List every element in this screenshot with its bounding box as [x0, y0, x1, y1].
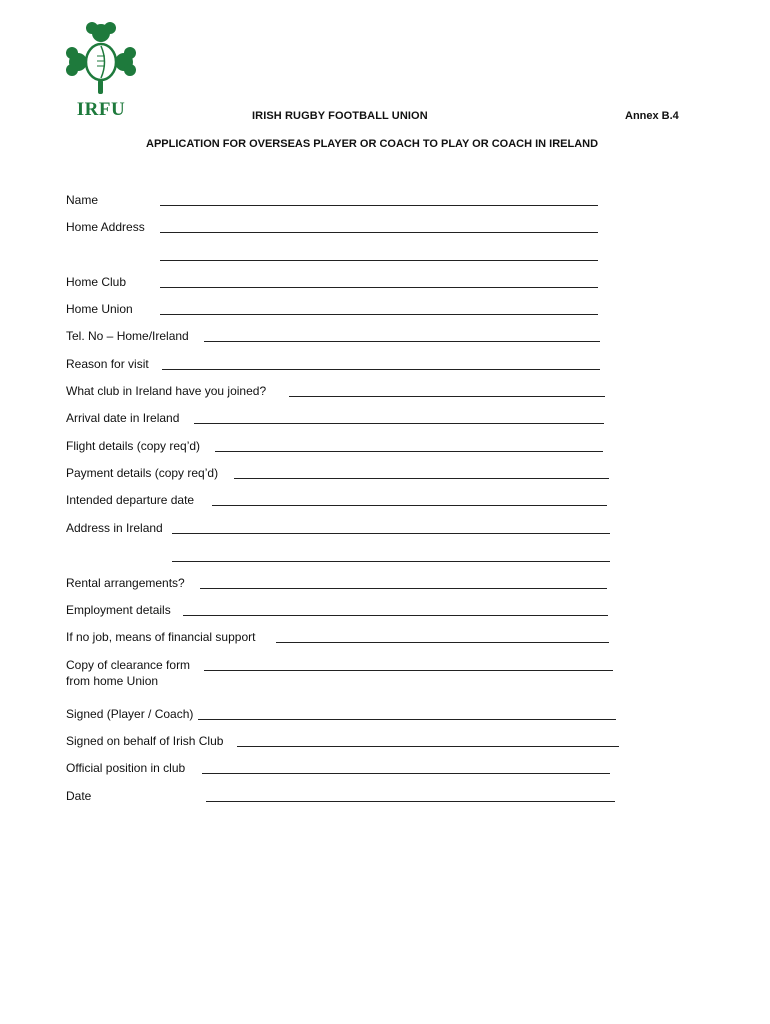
flight-details-input-line[interactable]	[215, 451, 603, 452]
tel-input-line[interactable]	[204, 341, 600, 342]
svg-text:IRFU: IRFU	[76, 99, 126, 120]
signed-behalf-input-line[interactable]	[237, 746, 619, 747]
home-club-input-line[interactable]	[160, 287, 598, 288]
employment-input-line[interactable]	[183, 615, 608, 616]
label-official-position: Official position in club	[66, 761, 186, 775]
club-joined-input-line[interactable]	[289, 396, 605, 397]
label-payment-details: Payment details (copy req’d)	[66, 466, 219, 480]
label-reason: Reason for visit	[66, 357, 149, 371]
rental-input-line[interactable]	[200, 588, 607, 589]
label-clearance-form: Copy of clearance form	[66, 658, 191, 672]
label-departure-date: Intended departure date	[66, 493, 195, 507]
label-rental: Rental arrangements?	[66, 576, 185, 590]
home-address-input-line-2[interactable]	[160, 260, 598, 261]
payment-details-input-line[interactable]	[234, 478, 609, 479]
official-position-input-line[interactable]	[202, 773, 610, 774]
form-title: APPLICATION FOR OVERSEAS PLAYER OR COACH TO PLAY OR COACH IN IRELAND	[146, 138, 599, 150]
home-address-input-line-1[interactable]	[160, 232, 598, 233]
label-signed: Signed (Player / Coach)	[66, 707, 194, 721]
organisation-name: IRISH RUGBY FOOTBALL UNION	[252, 110, 428, 122]
irfu-logo	[64, 20, 138, 120]
home-union-input-line[interactable]	[160, 314, 598, 315]
reason-input-line[interactable]	[162, 369, 600, 370]
label-name: Name	[66, 193, 99, 207]
label-date: Date	[66, 789, 92, 803]
arrival-date-input-line[interactable]	[194, 423, 604, 424]
label-club-joined: What club in Ireland have you joined?	[66, 384, 267, 398]
financial-support-input-line[interactable]	[276, 642, 609, 643]
label-clearance-form-line2: from home Union	[66, 674, 159, 688]
label-flight-details: Flight details (copy req’d)	[66, 439, 201, 453]
departure-date-input-line[interactable]	[212, 505, 607, 506]
label-financial-support: If no job, means of financial support	[66, 630, 256, 644]
date-input-line[interactable]	[206, 801, 615, 802]
address-ireland-input-line-2[interactable]	[172, 561, 610, 562]
name-input-line[interactable]	[160, 205, 598, 206]
signed-input-line[interactable]	[198, 719, 616, 720]
label-employment: Employment details	[66, 603, 171, 617]
label-signed-behalf: Signed on behalf of Irish Club	[66, 734, 224, 748]
label-tel: Tel. No – Home/Ireland	[66, 329, 189, 343]
label-arrival-date: Arrival date in Ireland	[66, 411, 180, 425]
address-ireland-input-line-1[interactable]	[172, 533, 610, 534]
label-address-ireland: Address in Ireland	[66, 521, 163, 535]
label-home-union: Home Union	[66, 302, 133, 316]
label-home-club: Home Club	[66, 275, 127, 289]
annex-label: Annex B.4	[625, 110, 679, 122]
clearance-form-input-line[interactable]	[204, 670, 613, 671]
label-home-address: Home Address	[66, 220, 145, 234]
